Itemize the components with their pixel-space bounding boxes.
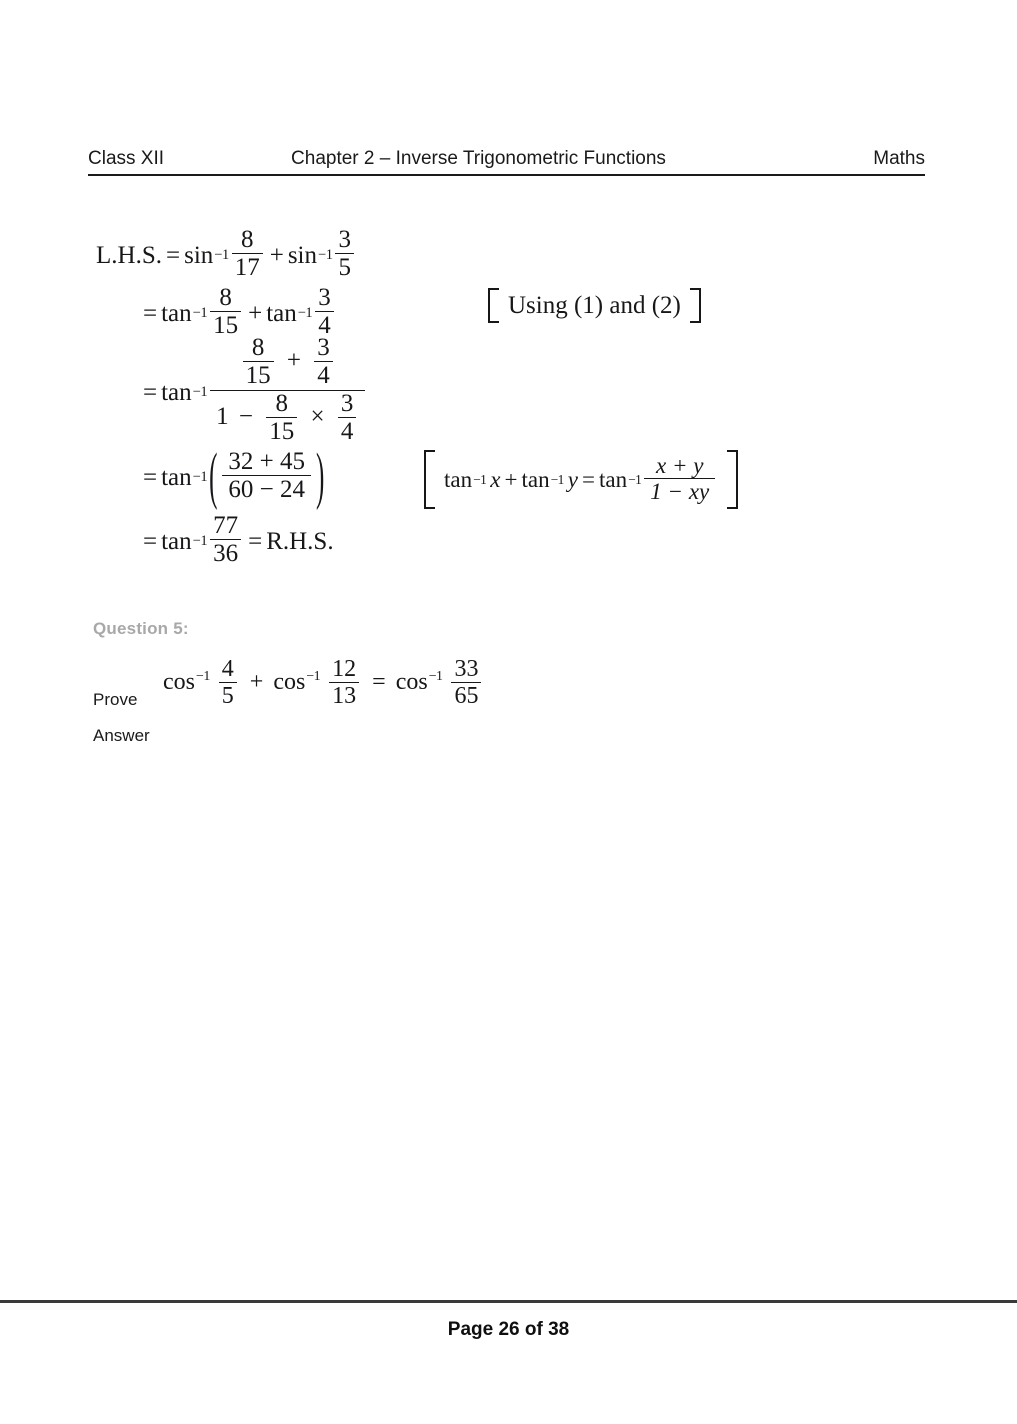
tan-inverse-function: tan <box>521 467 550 492</box>
fraction-3-4 <box>338 391 357 444</box>
header-class-label: Class XII <box>88 148 165 169</box>
equals-sign: = <box>143 378 158 406</box>
denominator: 4 <box>318 312 331 339</box>
denominator: 4 <box>317 361 330 389</box>
open-bracket-icon <box>488 288 499 323</box>
variable-y: y <box>567 467 579 492</box>
equals-sign: = <box>582 467 595 492</box>
page-header <box>88 148 925 176</box>
derivation-line-4: = tan −1 ( $\frac{32 + 45}{60 - 24}$ ) <box>143 442 325 512</box>
page-number-text: Page 26 of 38 <box>447 1319 570 1340</box>
equals-sign: = <box>248 527 263 555</box>
plus-sign: + <box>504 467 518 492</box>
complex-fraction-denominator <box>210 391 365 445</box>
fraction-77-36 <box>210 513 241 566</box>
numerator: 8 <box>210 285 241 312</box>
fraction-33-65 <box>451 657 481 708</box>
numerator: 8 <box>266 391 297 418</box>
sin-inverse-function: sin <box>184 241 214 269</box>
annotation-text-wrap <box>499 288 690 323</box>
plus-sign: + <box>248 299 263 327</box>
denominator: 1 − xy <box>650 478 710 504</box>
cos-inverse-function: cos <box>163 669 195 696</box>
tan-inverse-function: tan <box>599 467 628 492</box>
equals-sign: = <box>165 241 181 269</box>
equals-sign: = <box>143 527 158 555</box>
equals-sign: = <box>143 299 158 327</box>
bracket-group <box>488 288 701 323</box>
numerator: 4 <box>219 657 237 683</box>
numerator: 8 <box>232 227 263 254</box>
plus-sign: + <box>286 347 301 375</box>
cos-inverse-function: cos <box>395 669 428 696</box>
inverse-exponent: −1 <box>428 669 443 685</box>
constant-one: 1 <box>216 403 229 431</box>
plus-sign: + <box>269 241 284 269</box>
answer-label: Answer <box>93 726 150 745</box>
fraction-12-13 <box>329 657 359 708</box>
equals-sign: = <box>372 669 386 696</box>
inverse-exponent: −1 <box>306 669 321 685</box>
fraction-xplusy-over-1minusxy <box>644 454 715 503</box>
cos-inverse-function: cos <box>273 669 306 696</box>
fraction-32plus45-over-60minus24 <box>222 449 311 502</box>
tan-inverse-function: tan <box>161 527 192 555</box>
tan-inverse-function: tan <box>444 467 473 492</box>
numerator: 3 <box>315 285 334 312</box>
variable-x: x <box>490 467 501 492</box>
numerator: 77 <box>210 513 241 540</box>
close-paren: ) <box>316 442 325 512</box>
sin-inverse-function: sin <box>287 241 318 269</box>
annotation-using-references <box>488 288 701 328</box>
tan-inverse-function: tan <box>161 378 192 406</box>
fraction-3-4 <box>315 285 334 338</box>
formula-content: tan −1 x + tan −1 y = tan −1 $\frac{x + y}{1 - xy}$ <box>435 450 727 509</box>
fraction-3-5 <box>335 227 354 280</box>
rhs-label: R.H.S. <box>266 527 334 555</box>
denominator: 36 <box>213 540 239 567</box>
tan-inverse-function: tan <box>161 299 192 327</box>
bracket-group <box>424 450 738 509</box>
minus-sign: − <box>238 403 253 431</box>
derivation-line-5: = tan −1 $\frac{77}{36}$ = R.H.S. <box>143 512 334 567</box>
question-heading: Question 5: <box>93 619 189 638</box>
lhs-label: L.H.S. <box>96 241 162 269</box>
open-paren: ( <box>209 442 218 512</box>
fraction-4-5 <box>219 657 237 708</box>
annotation-tan-addition-formula <box>424 450 738 513</box>
numerator: 3 <box>314 335 333 362</box>
header-chapter-title: Chapter 2 – Inverse Trigonometric Functions <box>291 148 666 169</box>
question-equation <box>163 655 484 709</box>
plus-sign: + <box>249 669 264 696</box>
page-footer <box>0 1300 1017 1341</box>
denominator: 13 <box>332 682 357 709</box>
inverse-exponent: −1 <box>196 669 210 685</box>
numerator: 32 + 45 <box>222 449 311 476</box>
denominator: 15 <box>245 361 271 389</box>
fraction-8-15 <box>210 285 241 338</box>
derivation-line-3: = tan −1 $\frac{8}{15}$ + $\frac{3}{4}$ 1 − $\frac{8}{15}$ × $\frac{3}{4}$ <box>139 342 368 442</box>
numerator: x + y <box>644 454 715 479</box>
annotation-text: Using (1) and (2) <box>508 292 681 319</box>
close-bracket-icon <box>727 450 738 509</box>
equals-sign: = <box>143 463 158 491</box>
denominator: 60 − 24 <box>228 476 306 503</box>
complex-fraction <box>210 333 365 445</box>
close-bracket-icon <box>690 288 701 323</box>
numerator: 12 <box>329 657 359 683</box>
numerator: 33 <box>451 657 481 683</box>
fraction-3-4 <box>314 335 333 388</box>
denominator: 4 <box>340 417 354 445</box>
tan-inverse-function: tan <box>266 299 297 327</box>
prove-label: Prove <box>93 690 138 709</box>
tan-inverse-function: tan <box>161 463 192 491</box>
denominator: 17 <box>234 254 260 281</box>
denominator: 5 <box>221 682 234 709</box>
denominator: 15 <box>213 312 239 339</box>
denominator: 65 <box>454 682 479 709</box>
numerator: 8 <box>243 335 274 362</box>
derivation-block <box>96 226 368 570</box>
numerator: 3 <box>338 391 357 418</box>
complex-fraction-numerator <box>210 333 365 391</box>
denominator: 15 <box>269 417 295 445</box>
derivation-line-2: = tan −1 $\frac{8}{15}$ + tan −1 $\frac{3}{4}$ <box>139 284 368 342</box>
derivation-line-1: L.H.S. = sin −1 $\frac{8}{17}$ + sin −1 $\frac{3}{5}$ <box>96 226 368 284</box>
open-bracket-icon <box>424 450 435 509</box>
fraction-8-15 <box>243 335 274 388</box>
numerator: 3 <box>335 227 354 254</box>
denominator: 5 <box>338 254 351 281</box>
multiplication-sign: × <box>310 403 325 431</box>
fraction-8-17 <box>232 227 263 280</box>
fraction-8-15 <box>266 391 297 444</box>
header-subject-label: Maths <box>873 148 925 169</box>
